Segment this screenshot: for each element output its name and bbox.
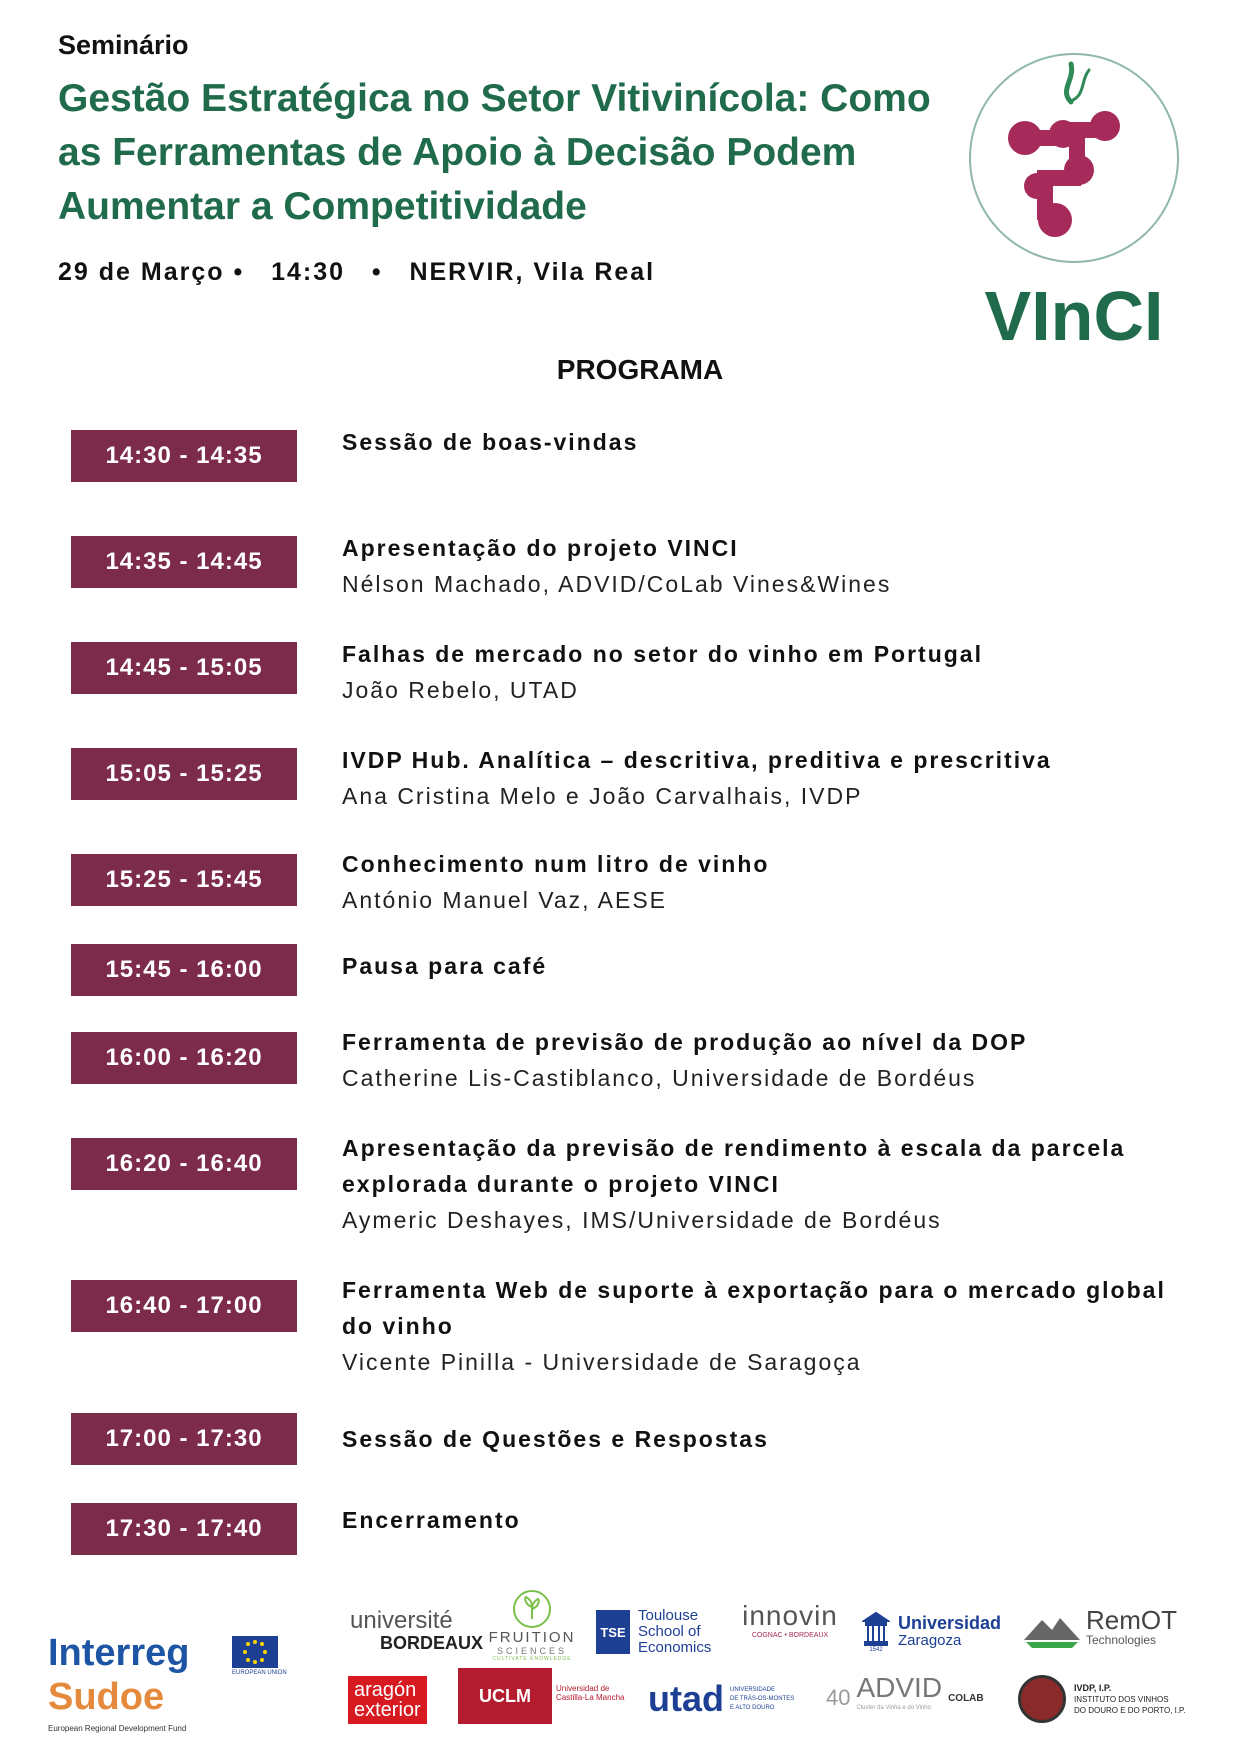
sprout-icon [512, 1589, 552, 1629]
ivdp-logo [1018, 1672, 1188, 1726]
utad-text: utad [648, 1678, 724, 1719]
schedule-item [342, 1272, 1192, 1380]
advid-sub: Cluster da Vinha e do Vinho [856, 1705, 931, 1711]
zaragoza-logo [862, 1602, 1020, 1662]
uclm-name [556, 1684, 636, 1724]
schedule-item [342, 1421, 1192, 1457]
schedule-time: 15:05 - 15:25 [71, 748, 297, 800]
bordeaux-line1: université [350, 1607, 453, 1634]
uclm-logo [458, 1668, 552, 1724]
advid-years: 40 [826, 1685, 851, 1710]
schedule-item [342, 846, 1192, 918]
remot-line1: RemOT [1086, 1605, 1177, 1635]
erdf-label: European Regional Development Fund [48, 1724, 187, 1733]
bordeaux-logo [350, 1602, 484, 1662]
session-speaker: João Rebelo, UTAD [342, 677, 579, 703]
remot-line2: Technologies [1086, 1633, 1157, 1647]
schedule-item [342, 636, 1192, 708]
advid-logo [826, 1670, 1012, 1726]
seminar-title: Gestão Estratégica no Setor Vitivinícola: Como as Ferramentas de Apoio à Decisão Podem Aumentar a Competitividade [58, 77, 931, 228]
zaragoza-line2: Zaragoza [898, 1632, 962, 1649]
tse-logo [596, 1602, 730, 1662]
uclm-text: UCLM [479, 1685, 531, 1706]
session-title: Falhas de mercado no setor do vinho em Portugal [342, 641, 983, 667]
session-title: Sessão de Questões e Respostas [342, 1426, 769, 1452]
event-venue: NERVIR, Vila Real [409, 258, 656, 286]
session-title: Conhecimento num litro de vinho [342, 851, 770, 877]
session-title: Pausa para café [342, 953, 548, 979]
schedule-time: 14:30 - 14:35 [71, 430, 297, 482]
bordeaux-line2: BORDEAUX [380, 1633, 484, 1653]
mountain-icon [1022, 1610, 1082, 1650]
program-heading: PROGRAMA [556, 354, 724, 385]
schedule-item [342, 742, 1192, 814]
ivdp-line1: IVDP, I.P. [1074, 1682, 1112, 1693]
tse-line1: Toulouse [638, 1607, 699, 1624]
event-time: 14:30 [271, 258, 346, 286]
session-title: Ferramenta de previsão de produção ao nível da DOP [342, 1029, 1028, 1055]
advid-text: ADVID [856, 1672, 943, 1703]
zaragoza-line1: Universidad [898, 1613, 1002, 1633]
session-title: Apresentação da previsão de rendimento à escala da parcela explorada durante o projeto VINCI [342, 1135, 1126, 1197]
eu-label: EUROPEAN UNION [232, 1670, 287, 1676]
event-details: 29 de Março • 14:30 • NERVIR, Vila Real [58, 258, 656, 286]
utad-line2: DE TRÁS-OS-MONTES [730, 1695, 795, 1702]
vinci-wordmark: VInCI [984, 277, 1164, 350]
session-title: Ferramenta Web de suporte à exportação para o mercado global do vinho [342, 1277, 1166, 1339]
event-date: 29 de Março [58, 258, 225, 286]
session-speaker: Aymeric Deshayes, IMS/Universidade de Bordéus [342, 1207, 942, 1233]
schedule-item [342, 1130, 1192, 1238]
session-speaker: Ana Cristina Melo e João Carvalhais, IVDP [342, 783, 863, 809]
schedule-time: 14:45 - 15:05 [71, 642, 297, 694]
ivdp-line3: DO DOURO E DO PORTO, I.P. [1074, 1705, 1186, 1715]
zaragoza-year: 1542 [869, 1647, 883, 1653]
tse-line2: School of [638, 1623, 701, 1640]
fruition-line3: CULTIVATE KNOWLEDGE [492, 1656, 572, 1662]
session-title: Sessão de boas-vindas [342, 429, 639, 455]
innovin-sub: COGNAC • BORDEAUX [751, 1632, 829, 1639]
schedule-item [342, 1024, 1192, 1096]
schedule-item [342, 424, 1192, 460]
schedule-item [342, 530, 1192, 602]
session-speaker: Catherine Lis-Castiblanco, Universidade de Bordéus [342, 1065, 977, 1091]
fruition-logo [484, 1576, 580, 1662]
schedule-item [342, 1502, 1192, 1538]
eu-flag-icon [232, 1636, 278, 1668]
session-title: Apresentação do projeto VINCI [342, 535, 739, 561]
schedule-time: 17:30 - 17:40 [71, 1503, 297, 1555]
session-title: Encerramento [342, 1507, 521, 1533]
interreg-text: Interreg [48, 1632, 190, 1674]
session-speaker: Nélson Machado, ADVID/CoLab Vines&Wines [342, 571, 892, 597]
fruition-line2: SCIENCES [496, 1646, 567, 1656]
remot-logo [1022, 1598, 1182, 1662]
fruition-line1: FRUITION [488, 1629, 576, 1646]
schedule-time: 15:45 - 16:00 [71, 944, 297, 996]
tse-line3: Economics [638, 1639, 712, 1656]
ivdp-seal-icon [1018, 1675, 1066, 1723]
utad-logo [648, 1674, 824, 1724]
vinci-logo [963, 50, 1185, 350]
schedule-time: 15:25 - 15:45 [71, 854, 297, 906]
schedule-time: 16:20 - 16:40 [71, 1138, 297, 1190]
uclm-line1: Universidad de [556, 1684, 610, 1693]
utad-line3: E ALTO DOURO [730, 1704, 775, 1711]
innovin-text: innovin [742, 1600, 838, 1631]
tse-mark: TSE [596, 1610, 630, 1654]
interreg-sudoe-logo [48, 1632, 288, 1742]
ivdp-line2: INSTITUTO DOS VINHOS [1074, 1694, 1169, 1704]
grape-logo-icon [963, 50, 1185, 350]
schedule-time: 17:00 - 17:30 [71, 1413, 297, 1465]
aragon-exterior-logo [348, 1672, 448, 1728]
aragon-line2: exterior [354, 1699, 421, 1721]
colab-text: COLAB [948, 1692, 984, 1704]
aragon-line1: aragón [354, 1679, 417, 1701]
utad-line1: UNIVERSIDADE [730, 1686, 776, 1693]
schedule-time: 16:00 - 16:20 [71, 1032, 297, 1084]
schedule-time: 16:40 - 17:00 [71, 1280, 297, 1332]
sudoe-text: Sudoe [48, 1676, 165, 1718]
schedule-time: 14:35 - 14:45 [71, 536, 297, 588]
schedule-item [342, 948, 1192, 984]
innovin-logo [740, 1600, 840, 1660]
session-speaker: Vicente Pinilla - Universidade de Saragoça [342, 1349, 862, 1375]
session-title: IVDP Hub. Analítica – descritiva, preditiva e prescritiva [342, 747, 1052, 773]
university-building-icon [862, 1611, 890, 1647]
seminar-label: Seminário [58, 30, 189, 60]
session-speaker: António Manuel Vaz, AESE [342, 887, 668, 913]
uclm-line2: Castilla-La Mancha [556, 1693, 625, 1702]
